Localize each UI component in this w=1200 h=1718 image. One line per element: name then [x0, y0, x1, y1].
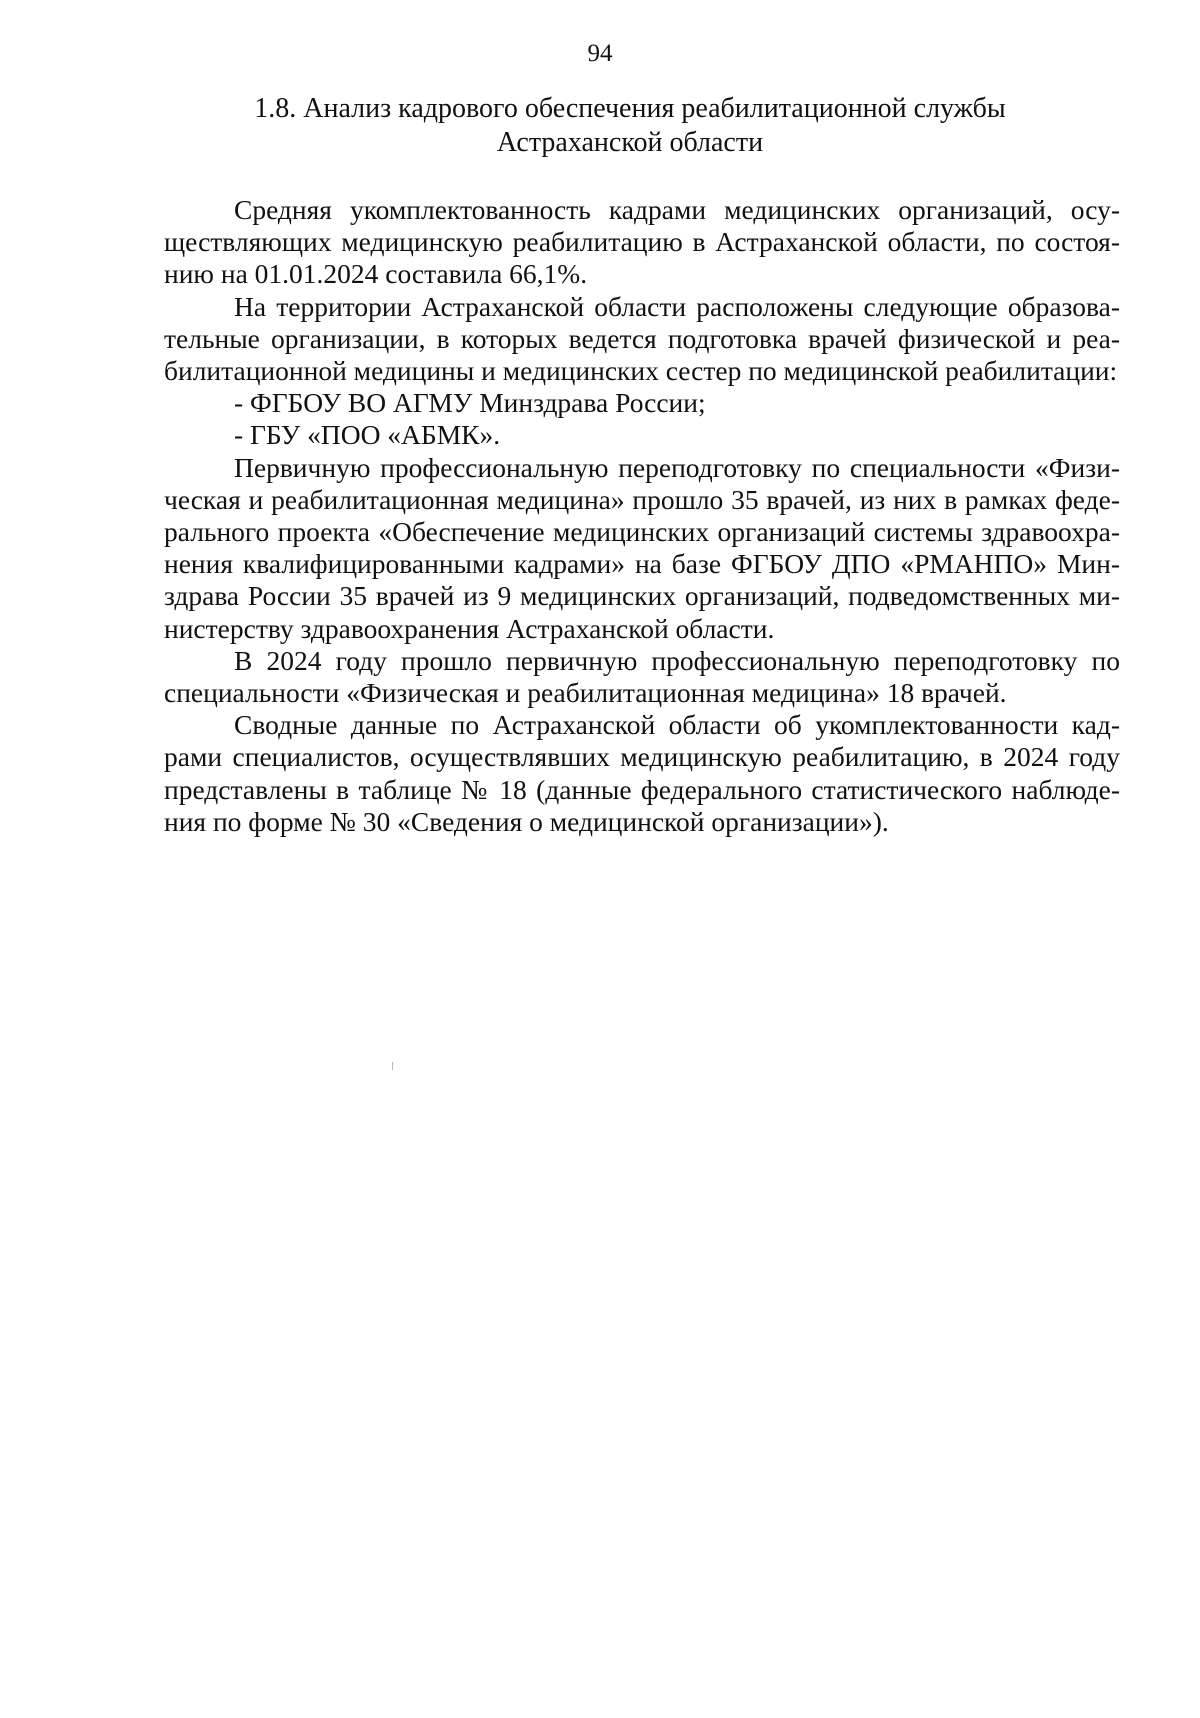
scan-speck: [392, 1062, 393, 1070]
paragraph-educational-organizations: На территории Астраханской области расположены следующие образовательные организации, в которых ведется подготовка врачей физической и реабилитационной медицины и медицинских сестер по медицинской реабилитации:: [164, 290, 1120, 387]
section-title-line-1: 1.8. Анализ кадрового обеспечения реабилитационной службы: [254, 93, 1006, 124]
paragraph-retraining: Первичную профессиональную переподготовку по специальности «Физическая и реабилитационная медицина» прошло 35 врачей, из них в рамках федерального проекта «Обеспечение медицинских организаций системы здравоохранения квалифицированными кадрами» на базе ФГБОУ ДПО «РМАНПО» Минздрава России 35 врачей из 9 медицинских организаций, подведомственных министерству здравоохранения Астраханской области.: [164, 451, 1120, 644]
section-title-line-2: Астраханской области: [496, 127, 764, 158]
page-number: 94: [587, 40, 613, 67]
paragraph-staffing-level: Средняя укомплектованность кадрами медицинских организаций, осуществляющих медицинскую реабилитацию в Астраханской области, по состоянию на 01.01.2024 составила 66,1%.: [164, 194, 1120, 290]
paragraph-retraining-2024: В 2024 году прошло первичную профессиональную переподготовку по специальности «Физическая и реабилитационная медицина» 18 врачей.: [164, 644, 1120, 709]
paragraph-summary-table-reference: Сводные данные по Астраханской области об укомплектованности кадрами специалистов, осуществлявших медицинскую реабилитацию, в 2024 году представлены в таблице № 18 (данные федерального статистического наблюдения по форме № 30 «Сведения о медицинской организации»).: [164, 709, 1120, 837]
list-item-agmu: - ФГБОУ ВО АГМУ Минздрава России;: [234, 387, 706, 419]
list-item-abmk: - ГБУ «ПОО «АБМК».: [234, 419, 501, 451]
body-text: [164, 194, 1120, 838]
section-title: [150, 92, 1110, 160]
